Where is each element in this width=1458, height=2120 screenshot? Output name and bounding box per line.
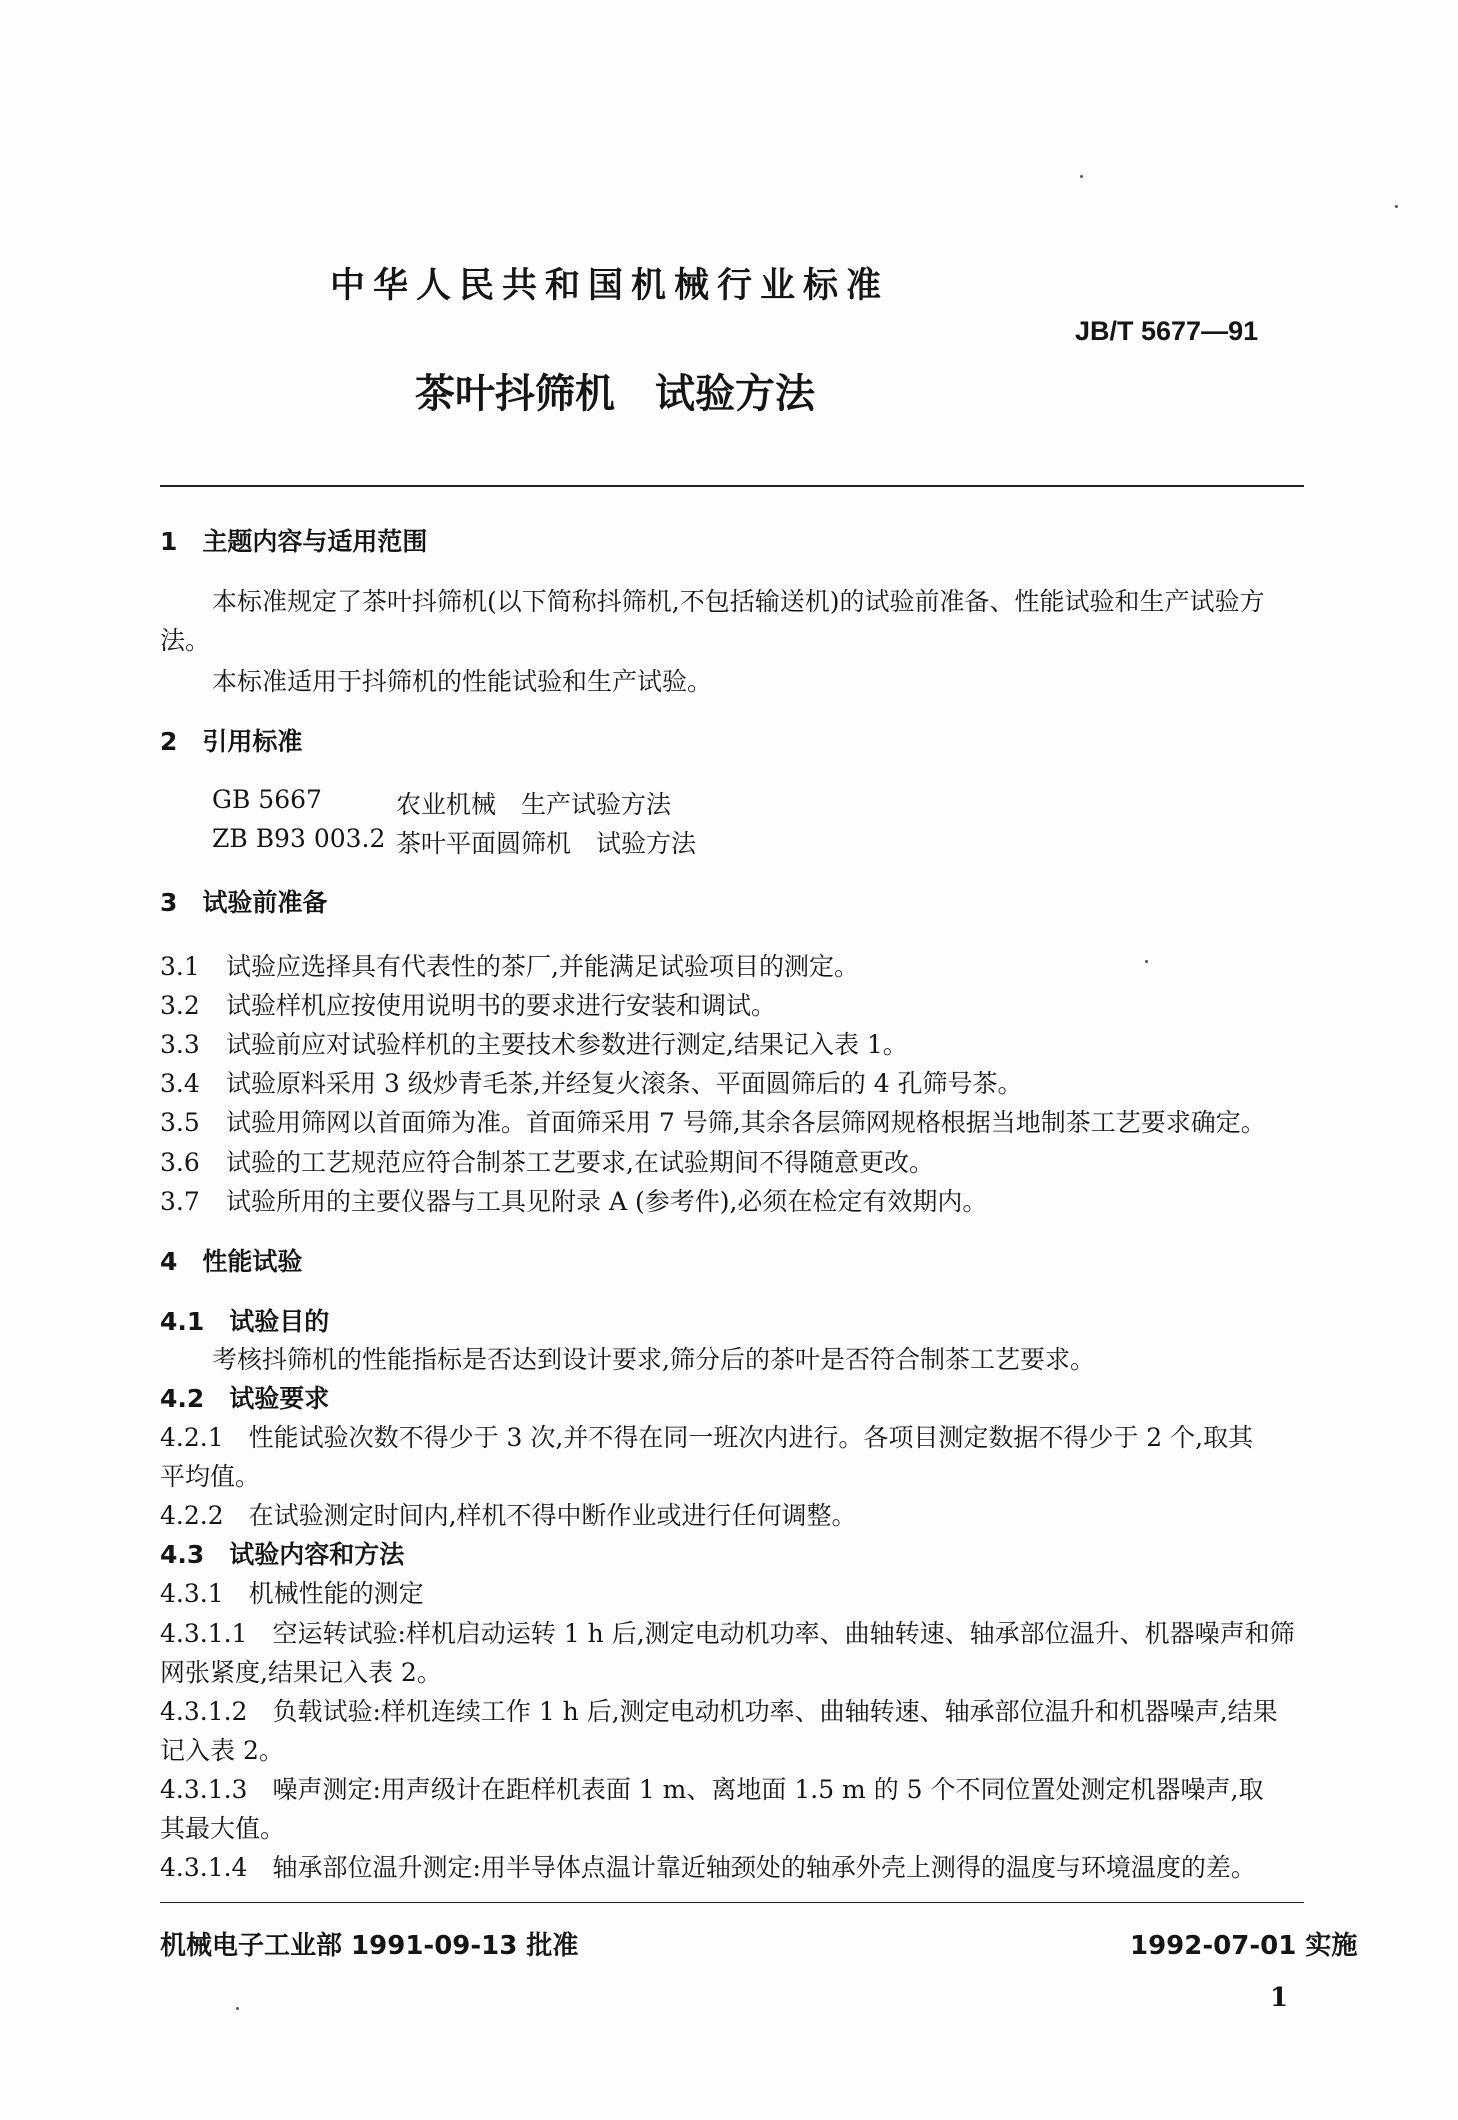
item-text: 试验的工艺规范应符合制茶工艺要求,在试验期间不得随意更改。 <box>226 1148 934 1177</box>
item-number: 3.7 <box>160 1187 200 1216</box>
section-3-heading: 3 试验前准备 <box>160 888 328 917</box>
paragraph: 4.3.1.4 轴承部位温升测定:用半导体点温计靠近轴颈处的轴承外壳上测得的温度与环境温度的差。 <box>160 1853 1256 1882</box>
approval-date: 机械电子工业部 1991-09-13 批准 <box>160 1931 579 1961</box>
item-number: 3.1 <box>160 952 200 981</box>
header-divider <box>160 485 1304 487</box>
paragraph: 平均值。 <box>160 1462 261 1491</box>
effective-date: 1992-07-01 实施 <box>1130 1931 1358 1961</box>
paragraph: 4.3.1.3 噪声测定:用声级计在距样机表面 1 m、离地面 1.5 m 的 5 个不同位置处测定机器噪声,取 <box>160 1775 1264 1804</box>
subsection-heading: 4.1 试验目的 <box>160 1307 330 1336</box>
document-title: 茶叶抖筛机 试验方法 <box>415 371 815 417</box>
list-item <box>160 1025 908 1061</box>
item-number: 3.5 <box>160 1108 200 1137</box>
paragraph: 其最大值。 <box>160 1814 286 1843</box>
scan-speck <box>1080 175 1083 178</box>
standard-title: 中华人民共和国机械行业标准 <box>330 266 890 306</box>
scan-speck <box>1395 205 1398 208</box>
reference-title: 农业机械 生产试验方法 <box>396 790 672 819</box>
list-item <box>160 1143 934 1179</box>
item-number: 3.4 <box>160 1069 200 1098</box>
item-number: 3.2 <box>160 991 200 1020</box>
list-item <box>160 1182 987 1218</box>
subsection-heading: 4.3.1 机械性能的测定 <box>160 1579 424 1608</box>
section-2-heading: 2 引用标准 <box>160 727 303 756</box>
paragraph: 4.3.1.2 负载试验:样机连续工作 1 h 后,测定电动机功率、曲轴转速、轴承部位温升和机器噪声,结果 <box>160 1697 1278 1726</box>
list-item <box>160 1103 1266 1139</box>
paragraph: 网张紧度,结果记入表 2。 <box>160 1658 442 1687</box>
paragraph: 记入表 2。 <box>160 1736 284 1765</box>
scan-speck <box>236 2007 239 2010</box>
item-text: 试验样机应按使用说明书的要求进行安装和调试。 <box>226 991 777 1020</box>
item-number: 3.6 <box>160 1148 200 1177</box>
page-number: 1 <box>1270 1983 1289 2013</box>
subsection-heading: 4.3 试验内容和方法 <box>160 1540 405 1569</box>
list-item <box>160 986 776 1022</box>
item-text: 试验用筛网以首面筛为准。首面筛采用 7 号筛,其余各层筛网规格根据当地制茶工艺要求确定。 <box>226 1108 1266 1137</box>
section-4-heading: 4 性能试验 <box>160 1247 303 1276</box>
paragraph: 4.2.1 性能试验次数不得少于 3 次,并不得在同一班次内进行。各项目测定数据不得少于 2 个,取其 <box>160 1423 1254 1452</box>
list-item <box>160 947 859 983</box>
paragraph: 4.3.1.1 空运转试验:样机启动运转 1 h 后,测定电动机功率、曲轴转速、轴承部位温升、机器噪声和筛 <box>160 1619 1295 1648</box>
paragraph: 4.2.2 在试验测定时间内,样机不得中断作业或进行任何调整。 <box>160 1501 857 1530</box>
scan-speck <box>1145 960 1148 963</box>
section-1-paragraph-1-line-1: 本标准规定了茶叶抖筛机(以下简称抖筛机,不包括输送机)的试验前准备、性能试验和生产试验方 <box>212 587 1265 616</box>
item-number: 3.3 <box>160 1030 200 1059</box>
section-1-paragraph-1-line-2: 法。 <box>160 626 211 655</box>
section-1-paragraph-2: 本标准适用于抖筛机的性能试验和生产试验。 <box>212 667 713 696</box>
reference-code: ZB B93 003.2 <box>212 824 386 853</box>
item-text: 试验原料采用 3 级炒青毛茶,并经复火滚条、平面圆筛后的 4 孔筛号茶。 <box>226 1069 1023 1098</box>
section-1-heading: 1 主题内容与适用范围 <box>160 527 428 556</box>
item-text: 试验前应对试验样机的主要技术参数进行测定,结果记入表 1。 <box>226 1030 908 1059</box>
standard-code: JB/T 5677—91 <box>1075 316 1259 346</box>
subsection-heading: 4.2 试验要求 <box>160 1384 330 1413</box>
footer-divider <box>160 1902 1304 1903</box>
paragraph: 考核抖筛机的性能指标是否达到设计要求,筛分后的茶叶是否符合制茶工艺要求。 <box>212 1345 1095 1374</box>
list-item <box>160 1064 1023 1100</box>
reference-title: 茶叶平面圆筛机 试验方法 <box>396 829 697 858</box>
reference-code: GB 5667 <box>212 785 322 814</box>
item-text: 试验应选择具有代表性的茶厂,并能满足试验项目的测定。 <box>226 952 859 981</box>
item-text: 试验所用的主要仪器与工具见附录 A (参考件),必须在检定有效期内。 <box>226 1187 988 1216</box>
